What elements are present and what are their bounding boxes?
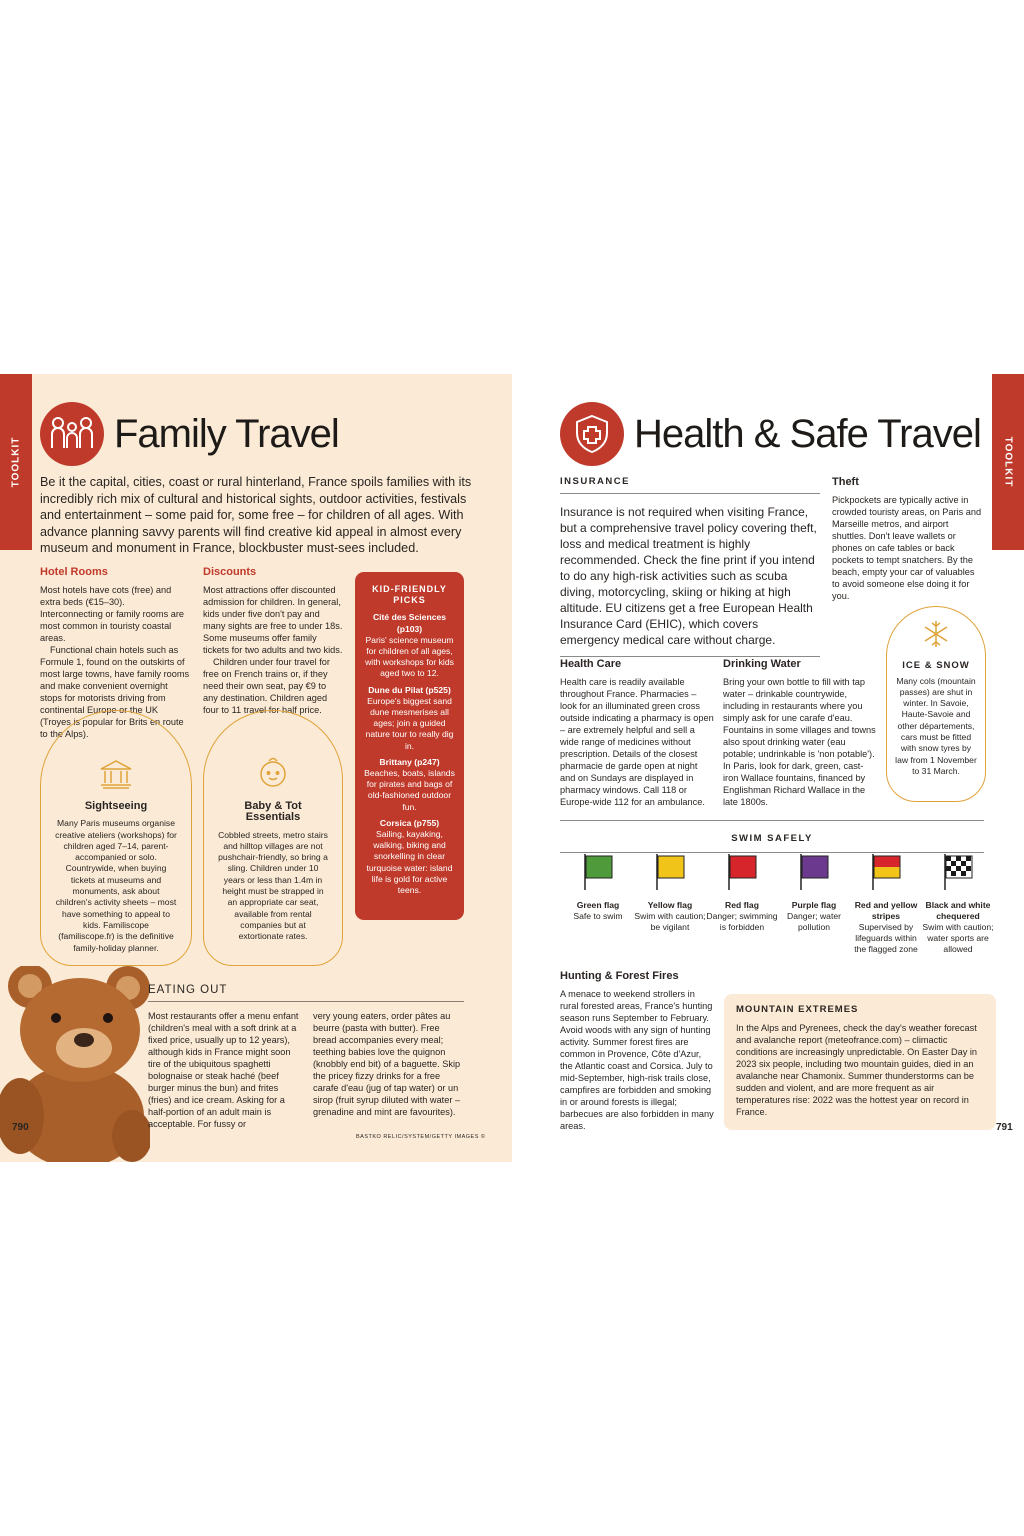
theft-heading: Theft <box>832 476 859 488</box>
baby-tot-text: Cobbled streets, metro stairs and hilltop villages are not pushchair-friendly, so bring a sling. Children under 10 years or less than 1.4m in height must be strapped in an appropriate car seat, available from rental companies but at extortionate rates. <box>218 829 328 942</box>
health-care-heading: Health Care <box>560 658 622 670</box>
eating-out-section <box>148 984 464 1130</box>
red-flag-icon <box>725 852 759 892</box>
left-page <box>0 374 512 1162</box>
family-travel-title <box>40 402 339 466</box>
pick-item: Cité des Sciences (p103) Paris' science museum for children of all ages, with workshops for kids aged two to 12. <box>365 612 454 679</box>
family-icon <box>40 402 104 466</box>
discounts-p1: Most attractions offer discounted admission for children. In general, kids under five don't pay and many sights are free to under 18s. Some museums offer family tickets for two adults and two kids. <box>203 585 343 655</box>
chequered-flag-item: Black and white chequered Swim with caution; water sports are allowed <box>922 852 994 955</box>
hotel-rooms-p1: Most hotels have cots (free) and extra beds (€15–30). Interconnecting or family rooms are most common in touristy coastal areas. <box>40 585 184 643</box>
book-spread <box>0 374 1024 1162</box>
sightseeing-text: Many Paris museums organise creative ateliers (workshops) for children aged 7–14, parent-accompanied or solo. Countrywide, when buying tickets at museums and monuments, ask about children's activity sheets – most have something to appeal to kids. Familiscope (familiscope.fr) is the definitive family-holiday planner. <box>55 818 177 953</box>
theft-section <box>832 476 984 602</box>
insurance-section <box>560 476 820 657</box>
kid-friendly-box <box>355 572 464 920</box>
discounts-section <box>203 566 343 716</box>
hotel-rooms-heading: Hotel Rooms <box>40 566 108 578</box>
ice-snow-text: Many cols (mountain passes) are shut in winter. In Savoie, Haute-Savoie and other départements, cars must be fitted with snow tyres by law from 1 November to 31 March. <box>895 675 977 776</box>
page-number-right: 791 <box>996 1122 1013 1133</box>
page-title: Health & Safe Travel <box>634 411 981 456</box>
red-flag-item: Red flag Danger; swimming is forbidden <box>706 852 778 955</box>
purple-flag-item: Purple flag Danger; water pollution <box>778 852 850 955</box>
drinking-water-text: Bring your own bottle to fill with tap water – drinkable countrywide, including in restaurants where you simply ask for une carafe d'eau. Fountains in some villages and towns also spout drinking water (eau potable; undrinkable is 'non potable'). In Paris, look for dark, green, cast-iron Wallace fountains, financed by Englishman Richard Wallace in the late 1800s. <box>723 677 876 807</box>
monument-icon <box>55 759 177 789</box>
hunting-text: A menace to weekend strollers in rural forested areas, France's hunting season runs September to February. Avoid woods with any sign of hunting activity. Summer forest fires are common in Provence, Côte d'Azur, the Atlantic coast and Corsica. July to mid-September, high-risk trails close, campfires are forbidden and smoking in or around forests is illegal; barbecues are also forbidden in many areas. <box>560 989 714 1131</box>
health-safe-title <box>560 402 981 466</box>
pick-item: Brittany (p247) Beaches, boats, islands for pirates and bags of old-fashioned outdoor fun. <box>364 756 455 812</box>
purple-flag-icon <box>797 852 831 892</box>
medical-shield-icon <box>560 402 624 466</box>
photo-credit: BASTKO RELIC/SYSTEM/GETTY IMAGES © <box>356 1134 486 1140</box>
kid-friendly-heading: KID-FRIENDLY PICKS <box>372 584 447 606</box>
green-flag-icon <box>581 852 615 892</box>
red-yellow-flag-icon <box>869 852 903 892</box>
drinking-water-section <box>723 658 877 808</box>
mountain-extremes-text: In the Alps and Pyrenees, check the day's weather forecast and avalanche report (meteofrance.com) – climactic conditions are increasingly unpredictable. On Easter Day in 2023 six people, including two mountain guides, died in an avalanche near Chamonix. Summer thunderstorms can be sudden and violent, and are more frequent as air temperatures rise: 2022 was the hottest year on record in France. <box>736 1023 978 1117</box>
green-flag-item: Green flag Safe to swim <box>562 852 634 955</box>
insurance-text: Insurance is not required when visiting France, but a comprehensive travel policy covering theft, loss and medical treatment is highly recommended. Check the fine print if you intend to do any high-risk activities such as scuba diving, motorcycling, skiing or hiking at high altitude. EU citizens get a free European Health Insurance Card (EHIC), which covers emergency medical care without charge. <box>560 504 820 657</box>
chequered-flag-icon <box>941 852 975 892</box>
hunting-heading: Hunting & Forest Fires <box>560 970 679 982</box>
drinking-water-heading: Drinking Water <box>723 658 801 670</box>
swim-flags <box>562 852 994 955</box>
mountain-extremes-heading: MOUNTAIN EXTREMES <box>736 1004 859 1015</box>
insurance-heading: INSURANCE <box>560 476 820 494</box>
toolkit-tab-right: TOOLKIT <box>992 374 1024 550</box>
page-title: Family Travel <box>114 411 339 456</box>
red-yellow-flag-item: Red and yellow stripes Supervised by lifeguards within the flagged zone <box>850 852 922 955</box>
mountain-extremes-box <box>724 994 996 1130</box>
theft-text: Pickpockets are typically active in crowded touristy areas, on Paris and Marseille metros, and airport shuttles. Don't leave wallets or phones on cafe tables or back pockets to tempt snatchers. By the beach, empty your car of valuables to avoid someone else doing it for you. <box>832 495 982 601</box>
pick-item: Corsica (p755) Sailing, kayaking, walking, biking and snorkelling in clear turquoise water: island life is gold for active teens. <box>366 817 453 896</box>
discounts-p2: Children under four travel for free on French trains or, if they need their own seat, pay €9 to any destination. Children aged four to 11 travel for half price. <box>203 657 330 715</box>
snowflake-icon <box>921 619 951 649</box>
toolkit-tab-left: TOOLKIT <box>0 374 32 550</box>
hotel-rooms-p2: Functional chain hotels such as Formule 1, found on the outskirts of most large towns, have family rooms and make convenient overnight stops for motorists driving from continental Europe or the UK (Troyes is popular for Brits en route to the Alps). <box>40 645 190 739</box>
ice-snow-box <box>886 606 986 802</box>
baby-tot-heading: Baby & Tot Essentials <box>244 800 302 824</box>
yellow-flag-icon <box>653 852 687 892</box>
discounts-heading: Discounts <box>203 566 257 578</box>
eating-out-col2: very young eaters, order pâtes au beurre (pasta with butter). Free bread accompanies every meal; teething babies love the quignon (knobbly end bit) of a baguette. Skip the pricey fizzy drinks for a free carafe d'eau (jug of tap water) or un sirop (fruit syrup diluted with water – grenadine and mint are favourites). <box>313 1011 461 1117</box>
eating-out-col1: Most restaurants offer a menu enfant (children's meal with a soft drink at a fixed price, usually up to 12 years), although kids in France might soon tire of the ubiquitous spaghetti bolognaise or steak haché (beef burger minus the bun) and frites (fries) and ice cream. Asking for a half-portion of an adult main is acceptable. For fussy or <box>148 1011 299 1129</box>
eating-out-heading: EATING OUT <box>148 984 464 1002</box>
swim-safely-heading: SWIM SAFELY <box>560 820 984 853</box>
ice-snow-heading: ICE & SNOW <box>902 660 970 672</box>
health-care-text: Health care is readily available throughout France. Pharmacies – look for an illuminated green cross outside indicating a pharmacy is open – are extremely helpful and sell a wide range of medicines without prescription. Details of the closest pharmacie de garde open at night and on Sundays are displayed in pharmacy windows. Call 118 or Europe-wide 112 for an ambulance. <box>560 677 714 807</box>
baby-tot-box <box>203 710 343 966</box>
sightseeing-heading: Sightseeing <box>84 800 148 812</box>
health-care-section <box>560 658 714 808</box>
baby-face-icon <box>218 755 328 789</box>
right-page <box>512 374 1024 1162</box>
page-number-left: 790 <box>12 1122 29 1133</box>
sightseeing-box <box>40 710 192 966</box>
intro-text: Be it the capital, cities, coast or rural hinterland, France spoils families with its incredibly rich mix of cultural and historical sights, outdoor activities, festivals and entertainment – some paid for, some free – for children of all ages. With advance planning savvy parents will find creative kid appeal in almost every museum and monument in France, blockbuster must-sees included. <box>40 475 472 555</box>
hunting-section <box>560 970 714 1132</box>
pick-item: Dune du Pilat (p525) Europe's biggest sand dune mesmerises all ages; join a guided nature tour to really dig in. <box>365 684 454 751</box>
yellow-flag-item: Yellow flag Swim with caution; be vigilant <box>634 852 706 955</box>
